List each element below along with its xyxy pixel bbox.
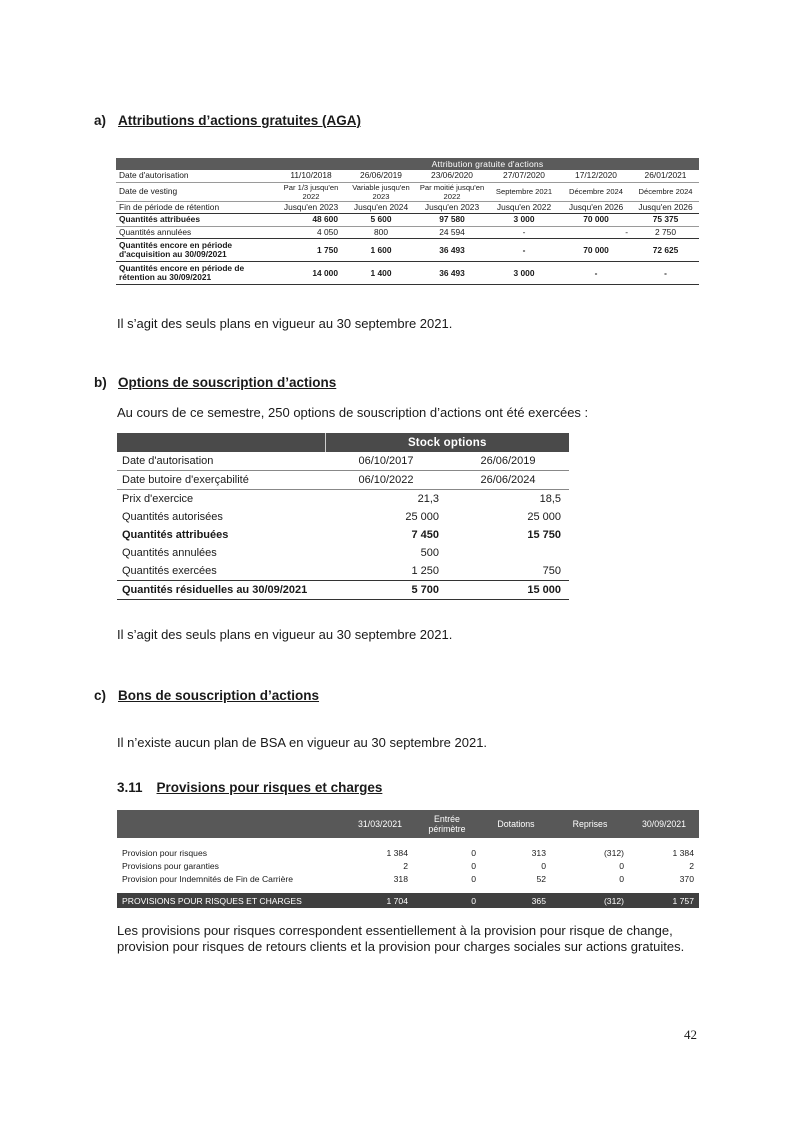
table-cell: 1 384 [672,847,694,858]
row-label: Quantités annulées [116,226,276,239]
table-cell: 26/06/2024 [447,471,569,490]
row-label: Date de vesting [116,182,276,201]
table-cell: Jusqu'en 2024 [346,201,416,214]
section-b-note: Il s’agit des seuls plans en vigueur au 30 septembre 2021. [117,627,453,642]
table-cell: 0 [541,860,546,871]
column-header: Reprises [551,810,629,838]
table-cell: Jusqu'en 2022 [488,201,560,214]
table-cell: 1 750 [276,239,346,262]
table-cell: 800 [346,226,416,239]
table-cell: 15 000 [447,581,569,600]
table-cell: 06/10/2017 [325,452,447,471]
table-row [116,201,699,214]
table-cell: 370 [679,873,694,884]
table-cell: - [632,262,699,285]
table-cell: 0 [471,847,476,858]
table-row [116,239,699,262]
table-row [117,508,569,526]
table-cell: 26/01/2021 [632,170,699,182]
table-cell: Jusqu'en 2026 [560,201,632,214]
column-header: Entrée périmètre [413,810,481,838]
so-group-header: Stock options [325,433,569,452]
table-cell: 5 700 [325,581,447,600]
section-c-heading [94,688,319,703]
row-label: Date butoire d'exerçabilité [117,471,325,490]
table-cell: 0 [471,860,476,871]
row-label: Quantités encore en période d'acquisition au 30/09/2021 [116,239,276,262]
table-row [116,170,699,182]
table-cell: 21,3 [417,493,439,505]
table-cell [447,544,569,562]
table-cell: - [560,262,632,285]
table-cell: 313 [531,847,546,858]
table-cell: 2 [403,860,408,871]
table-row [117,872,699,885]
row-label: Quantités autorisées [122,511,223,523]
table-row [117,581,569,600]
text-line: provision pour risques de retours clients et la provision pour charges sociales sur actions gratuites. [117,939,685,954]
column-header: 31/03/2021 [347,810,413,838]
table-cell: 17/12/2020 [560,170,632,182]
provisions-header-row [117,810,699,838]
table-cell: 70 000 [560,239,632,262]
table-cell: 18,5 [539,493,562,505]
table-cell: Décembre 2024 [560,182,632,201]
table-cell: 11/10/2018 [276,170,346,182]
section-b-intro: Au cours de ce semestre, 250 options de souscription d’actions ont été exercées : [117,405,589,420]
table-cell: 500 [420,547,439,559]
table-cell: 4 050 [276,226,346,239]
table-row [117,846,699,859]
table-cell: 72 625 [632,239,699,262]
table-row [117,471,569,490]
table-row [117,452,569,471]
table-cell: 36 493 [416,239,488,262]
table-cell: - [488,226,560,239]
section-c-text: Il n’existe aucun plan de BSA en vigueur au 30 septembre 2021. [117,735,488,750]
table-row [117,490,569,509]
section-b-heading [94,375,336,390]
table-cell: Par moitié jusqu'en 2022 [416,182,488,201]
table-cell: 48 600 [276,214,346,227]
section-311-heading [117,780,382,795]
section-a-letter: a) [94,113,107,128]
table-cell: (312) [551,893,629,908]
row-label: PROVISIONS POUR RISQUES ET CHARGES [117,893,347,908]
table-row [116,226,699,239]
table-cell: 1 250 [411,565,439,577]
column-header: Dotations [481,810,551,838]
row-label: Date d'autorisation [117,452,325,471]
section-311-text [117,923,700,955]
table-cell: 1 704 [347,893,413,908]
table-cell: - [488,239,560,262]
table-cell: 2 [689,860,694,871]
row-label: Provision pour risques [122,847,208,858]
table-cell: Par 1/3 jusqu'en 2022 [276,182,346,201]
table-cell: 318 [393,873,408,884]
section-c-letter: c) [94,688,107,703]
row-label: Quantités annulées [122,547,217,559]
table-cell: Jusqu'en 2026 [632,201,699,214]
table-cell: 15 750 [527,529,562,541]
table-cell: 1 400 [346,262,416,285]
table-cell: 750 [542,565,562,577]
table-row [116,214,699,227]
section-311-title: Provisions pour risques et charges [156,780,383,795]
row-label: Quantités encore en période de rétention au 30/09/2021 [116,262,276,285]
row-label: Fin de période de rétention [116,201,276,214]
table-cell: 3 000 [488,262,560,285]
provisions-total-row [117,893,699,908]
table-cell: 27/07/2020 [488,170,560,182]
table-cell: 52 [536,873,546,884]
table-cell: 26/06/2019 [447,452,569,471]
section-b-title: Options de souscription d’actions [118,375,337,390]
column-header: 30/09/2021 [629,810,699,838]
table-row [117,544,569,562]
aga-header-row [116,158,699,170]
table-cell: 06/10/2022 [325,471,447,490]
section-311-number: 3.11 [117,780,143,795]
table-cell: 1 384 [386,847,408,858]
table-cell: 14 000 [276,262,346,285]
section-a-heading [94,113,361,128]
table-cell: Septembre 2021 [488,182,560,201]
table-cell: 7 450 [411,529,439,541]
table-cell: 2 750 [632,226,699,239]
table-cell: 0 [471,873,476,884]
row-label: Quantités exercées [122,565,217,577]
table-cell: - [560,226,632,239]
aga-table [116,158,699,285]
table-cell: 5 600 [346,214,416,227]
row-label: Quantités résiduelles au 30/09/2021 [117,581,325,600]
row-label: Prix d'exercice [122,493,194,505]
table-cell: 1 757 [629,893,699,908]
table-row [116,182,699,201]
table-cell: 70 000 [560,214,632,227]
section-a-note: Il s’agit des seuls plans en vigueur au 30 septembre 2021. [117,316,453,331]
row-label: Date d'autorisation [116,170,276,182]
row-label: Provision pour Indemnités de Fin de Carrière [122,873,294,884]
page-number: 42 [684,1027,697,1042]
text-line: Les provisions pour risques correspondent essentiellement à la provision pour risque de change, [117,923,673,938]
table-cell: Variable jusqu'en 2023 [346,182,416,201]
table-cell: Décembre 2024 [632,182,699,201]
table-cell: 24 594 [416,226,488,239]
table-cell: 26/06/2019 [346,170,416,182]
row-label: Provisions pour garanties [122,860,219,871]
provisions-table [117,810,699,908]
table-cell: 25 000 [405,511,439,523]
section-c-title: Bons de souscription d’actions [118,688,320,703]
table-cell: 36 493 [416,262,488,285]
table-cell: Jusqu'en 2023 [416,201,488,214]
table-cell: 3 000 [488,214,560,227]
table-row [117,859,699,872]
section-b-letter: b) [94,375,107,390]
table-cell: 25 000 [527,511,562,523]
table-cell: 0 [619,860,624,871]
table-cell: 97 580 [416,214,488,227]
aga-group-header: Attribution gratuite d'actions [276,158,699,170]
section-a-title: Attributions d’actions gratuites (AGA) [118,113,361,128]
table-cell: (312) [603,847,624,858]
table-row [116,262,699,285]
table-cell: Jusqu'en 2023 [276,201,346,214]
so-header-row [117,433,569,452]
table-cell: 365 [481,893,551,908]
table-cell: 1 600 [346,239,416,262]
table-cell: 0 [413,893,481,908]
table-row [117,526,569,544]
table-cell: 0 [619,873,624,884]
table-cell: 75 375 [632,214,699,227]
row-label: Quantités attribuées [116,214,276,227]
table-row [117,562,569,581]
stock-options-table [117,433,569,600]
row-label: Quantités attribuées [122,529,229,541]
table-cell: 23/06/2020 [416,170,488,182]
